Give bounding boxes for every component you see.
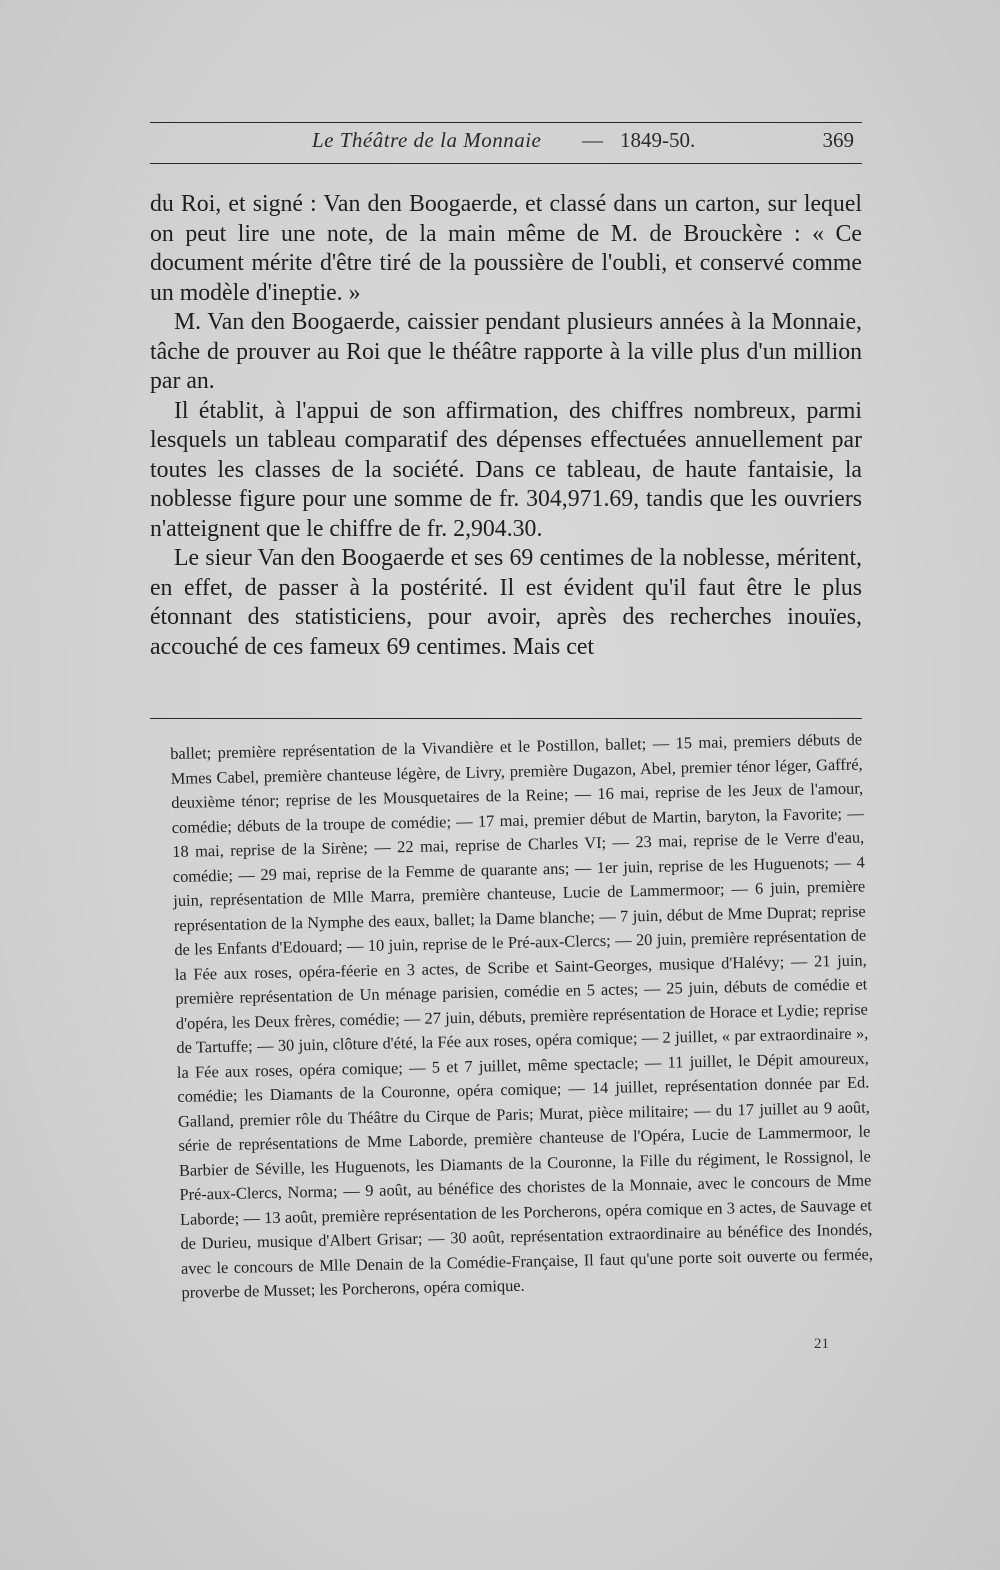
footnote-separator [150,718,862,719]
main-text [150,190,862,662]
footnote-text: ballet; première représentation de la Vivandière et le Postillon, ballet; — 15 mai, premiers débuts de Mmes Cabel, première chanteuse légère, de Livry, première Dugazon, Abel, premier ténor léger, Gaffré, deuxième ténor; reprise de les Mousquetaires de la Reine; — 16 mai, reprise de les Jeux de l'amour, comédie; débuts de la troupe de comédie; — 17 mai, premier début de Martin, baryton, la Favorite; — 18 mai, reprise de la Sirène; — 22 mai, reprise de Charles VI; — 23 mai, reprise de le Verre d'eau, comédie; — 29 mai, reprise de la Femme de quarante ans; — 1er juin, reprise de les Huguenots; — 4 juin, représentation de Mlle Marra, première chanteuse, Lucie de Lammermoor; — 6 juin, première représentation de la Nymphe des eaux, ballet; la Dame blanche; — 7 juin, début de Mme Duprat; reprise de les Enfants d'Edouard; — 10 juin, reprise de le Pré-aux-Clercs; — 20 juin, première représentation de la Fée aux roses, opéra-féerie en 3 actes, de Scribe et Saint-Georges, musique d'Halévy; — 21 juin, première représentation de Un ménage parisien, comédie en 5 actes; — 25 juin, débuts de comédie et d'opéra, les Deux frères, comédie; — 27 juin, débuts, première représentation de Horace et Lydie; reprise de Tartuffe; — 30 juin, clôture d'été, la Fée aux roses, opéra comique; — 2 juillet, « par extraordinaire », la Fée aux roses, opéra comique; — 5 et 7 juillet, même spectacle; — 11 juillet, le Dépit amoureux, comédie; les Diamants de la Couronne, opéra comique; — 14 juillet, représentation donnée par Ed. Galland, premier rôle du Théâtre du Cirque de Paris; Murat, pièce militaire; — du 17 juillet au 9 août, série de représentations de Mme Laborde, première chanteuse de l'Opéra, Lucie de Lammermoor, le Barbier de Séville, les Huguenots, les Diamants de la Couronne, la Fille du régiment, le Rossignol, le Pré-aux-Clercs, Norma; — 9 août, au bénéfice des choristes de la Monnaie, avec le concours de Mme Laborde; — 13 août, première représentation de les Porcherons, opéra comique en 3 actes, de Sauvage et de Durieu, musique d'Albert Grisar; — 30 août, représentation extraordinaire au bénéfice des Inondés, avec le concours de Mlle Denain de la Comédie-Française, Il faut qu'une porte soit ouverte ou fermée, proverbe de Musset; les Porcherons, opéra comique. [170,729,874,1302]
paragraph: du Roi, et signé : Van den Boogaerde, et classé dans un carton, sur lequel on peut lire une note, de la main même de M. de Brouckère : « Ce document mérite d'être tiré de la poussière de l'oubli, et conservé comme un modèle d'ineptie. » [150,191,862,306]
running-head-dash: — [582,128,603,152]
paragraph: Le sieur Van den Boogaerde et ses 69 centimes de la noblesse, méritent, en effet, de passer à la postérité. Il est évident qu'il faut être le plus étonnant des statisticiens, pour avoir, après des recherches inouïes, accouché de ces fameux 69 centimes. Mais cet [150,545,862,660]
header-rule-bottom [150,163,862,164]
page-number: 369 [822,128,854,152]
signature-mark: 21 [814,1336,829,1352]
footnote [170,728,874,1306]
running-head [150,128,862,164]
running-head-title: Le Théâtre de la Monnaie [312,128,542,152]
header-rule-top [150,122,862,123]
paragraph: M. Van den Boogaerde, caissier pendant plusieurs années à la Monnaie, tâche de prouver au Roi que le théâtre rapporte à la ville plus d'un million par an. [150,309,862,394]
running-head-years: 1849-50. [620,128,696,152]
paragraph: Il établit, à l'appui de son affirmation, des chiffres nombreux, parmi lesquels un tableau comparatif des dépenses effectuées annuellement par toutes les classes de la société. Dans ce tableau, de haute fantaisie, la noblesse figure pour une somme de fr. 304,971.69, tandis que les ouvriers n'atteignent que le chiffre de fr. 2,904.30. [150,397,862,542]
